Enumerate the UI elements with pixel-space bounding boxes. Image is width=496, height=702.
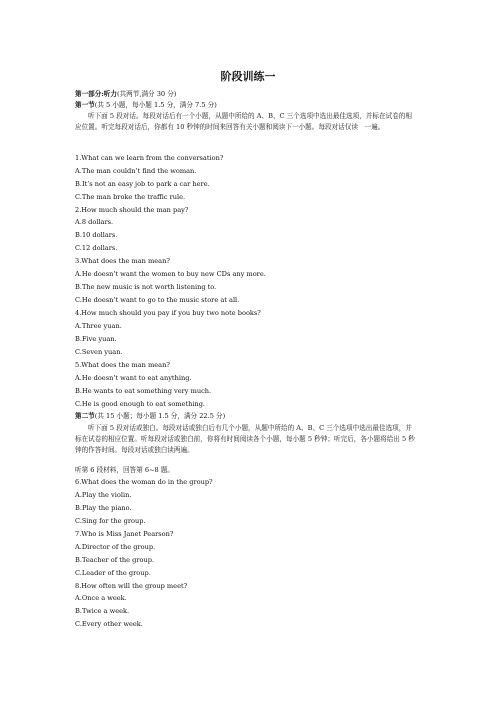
option-b: B.10 dollars. <box>75 231 118 239</box>
section2-heading-rest: (共 15 小题；每小题 1.5 分，满分 22.5 分) <box>94 412 226 420</box>
option-b: B.The new music is not worth listening to. <box>75 283 217 291</box>
option-b: B.Play the piano. <box>75 504 132 512</box>
option-a: A.He doesn’t want to eat anything. <box>75 374 192 382</box>
question-text: 6.What does the woman do in the group? <box>75 478 213 486</box>
section1-heading-bold: 第一节 <box>75 101 95 109</box>
question-text: 4.How much should you pay if you buy two note books? <box>75 309 261 317</box>
option-a: A.8 dollars. <box>75 218 114 226</box>
question-text: 5.What does the man mean? <box>75 361 170 369</box>
section1-instructions: 听下面 5 段对话。每段对话后有一个小题，从题中所给的 A、B、C 三个选项中选出最佳选项，并标在试卷的相应位置。听完每段对话后，你都有 10 秒钟的时间来回答有关小题和阅读下一小题。每段对话仅读 一遍。 <box>75 112 412 131</box>
part1-heading-rest: (共两节,满分 30 分) <box>117 90 177 98</box>
option-c: C.He doesn’t want to go to the music store at all. <box>75 296 240 304</box>
question-text: 1.What can we learn from the conversation? <box>75 154 224 162</box>
option-b: B.Five yuan. <box>75 335 117 343</box>
option-c: C.He is good enough to eat something. <box>75 400 206 408</box>
option-c: C.Sing for the group. <box>75 517 146 525</box>
option-b: B.Twice a week. <box>75 607 130 615</box>
option-c: C.The man broke the traffic rule. <box>75 193 186 201</box>
part1-heading-bold: 第一部分:听力 <box>75 90 117 98</box>
question-text: 2.How much should the man pay? <box>75 206 189 214</box>
section2-note: 听第 6 段材料，回答第 6~8 题。 <box>75 466 175 474</box>
section2-instructions: 听下面 5 段对话或独白。每段对话或独白后有几个小题，从题中所给的 A、B、C 三个选项中选出最佳选项，并标在试卷的相应位置。听每段对话或独白前，你将有时间阅读各个小题，每小题 5 秒钟；听完后，各小题将给出 5 秒钟的作答时间。每段对话或独白读两遍。 <box>75 424 415 454</box>
option-c: C.Seven yuan. <box>75 348 123 356</box>
option-a: A.He doesn’t want the women to buy new CDs any more. <box>75 270 266 278</box>
option-a: A.The man couldn’t find the woman. <box>75 167 197 175</box>
option-b: B.Teacher of the group. <box>75 556 155 564</box>
option-a: A.Once a week. <box>75 594 127 602</box>
question-text: 8.How often will the group meet? <box>75 582 188 590</box>
question-text: 7.Who is Miss Janet Pearson? <box>75 530 174 538</box>
section1-heading-rest: (共 5 小题，每小题 1.5 分，满分 7.5 分) <box>94 101 217 109</box>
option-b: B.He wants to eat something very much. <box>75 387 212 395</box>
option-a: A.Director of the group. <box>75 543 156 551</box>
option-c: C.Every other week. <box>75 620 143 628</box>
page-title: 阶段训练一 <box>220 70 276 83</box>
section2-heading <box>75 412 225 421</box>
section2-heading-bold: 第二节 <box>75 412 95 420</box>
question-text: 3.What does the man mean? <box>75 257 170 265</box>
part1-heading <box>75 90 176 99</box>
option-a: A.Three yuan. <box>75 322 122 330</box>
option-a: A.Play the violin. <box>75 491 132 499</box>
option-b: B.It’s not an easy job to park a car here. <box>75 180 210 188</box>
option-c: C.12 dollars. <box>75 244 118 252</box>
section1-heading <box>75 101 217 110</box>
option-c: C.Leader of the group. <box>75 569 151 577</box>
